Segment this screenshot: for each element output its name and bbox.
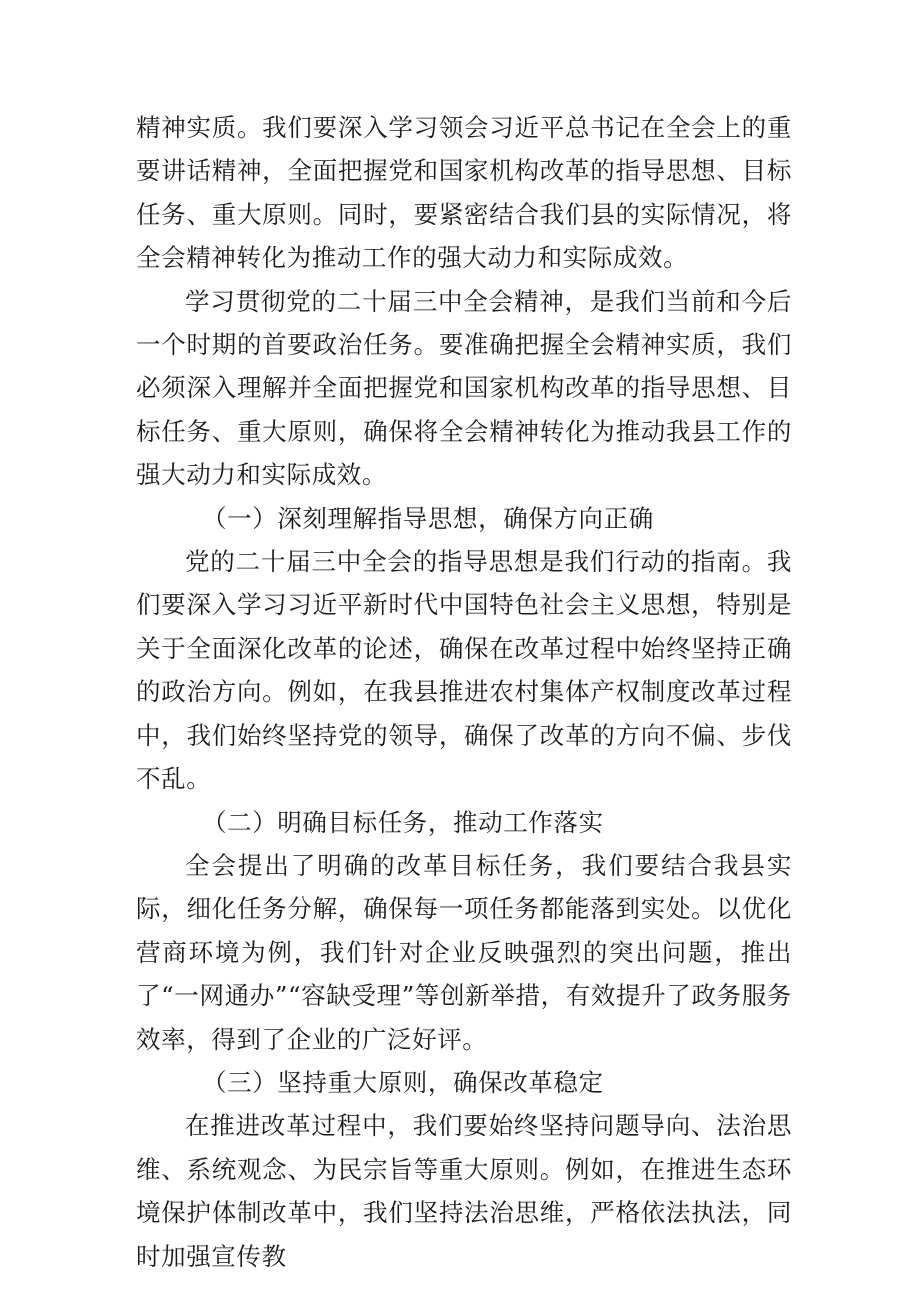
- section-heading-3: （三）坚持重大原则，确保改革稳定: [202, 1067, 604, 1097]
- section-heading-2: （二）明确目标任务，推动工作落实: [202, 807, 604, 837]
- document-body: [136, 106, 792, 1278]
- paragraph-5: 在推进改革过程中，我们要始终坚持问题导向、法治思维、系统观念、为民宗旨等重大原则。例如，在推进生态环境保护体制改革中，我们坚持法治思维，严格依法执法，同时加强宣传教: [136, 1111, 792, 1271]
- paragraph-4: 全会提出了明确的改革目标任务，我们要结合我县实际，细化任务分解，确保每一项任务都能落到实处。以优化营商环境为例，我们针对企业反映强烈的突出问题，推出了“一网通办”“容缺受理”等创新举措，有效提升了政务服务效率，得到了企业的广泛好评。: [136, 850, 792, 1054]
- paragraph-2: 学习贯彻党的二十届三中全会精神，是我们当前和今后一个时期的首要政治任务。要准确把握全会精神实质，我们必须深入理解并全面把握党和国家机构改革的指导思想、目标任务、重大原则，确保将全会精神转化为推动我县工作的强大动力和实际成效。: [136, 286, 792, 490]
- paragraph-3: 党的二十届三中全会的指导思想是我们行动的指南。我们要深入学习习近平新时代中国特色社会主义思想，特别是关于全面深化改革的论述，确保在改革过程中始终坚持正确的政治方向。例如，在我县推进农村集体产权制度改革过程中，我们始终坚持党的领导，确保了改革的方向不偏、步伐不乱。: [136, 547, 792, 794]
- paragraph-1: 精神实质。我们要深入学习领会习近平总书记在全会上的重要讲话精神，全面把握党和国家机构改革的指导思想、目标任务、重大原则。同时，要紧密结合我们县的实际情况，将全会精神转化为推动工作的强大动力和实际成效。: [136, 113, 792, 273]
- section-heading-1: （一）深刻理解指导思想，确保方向正确: [202, 503, 654, 533]
